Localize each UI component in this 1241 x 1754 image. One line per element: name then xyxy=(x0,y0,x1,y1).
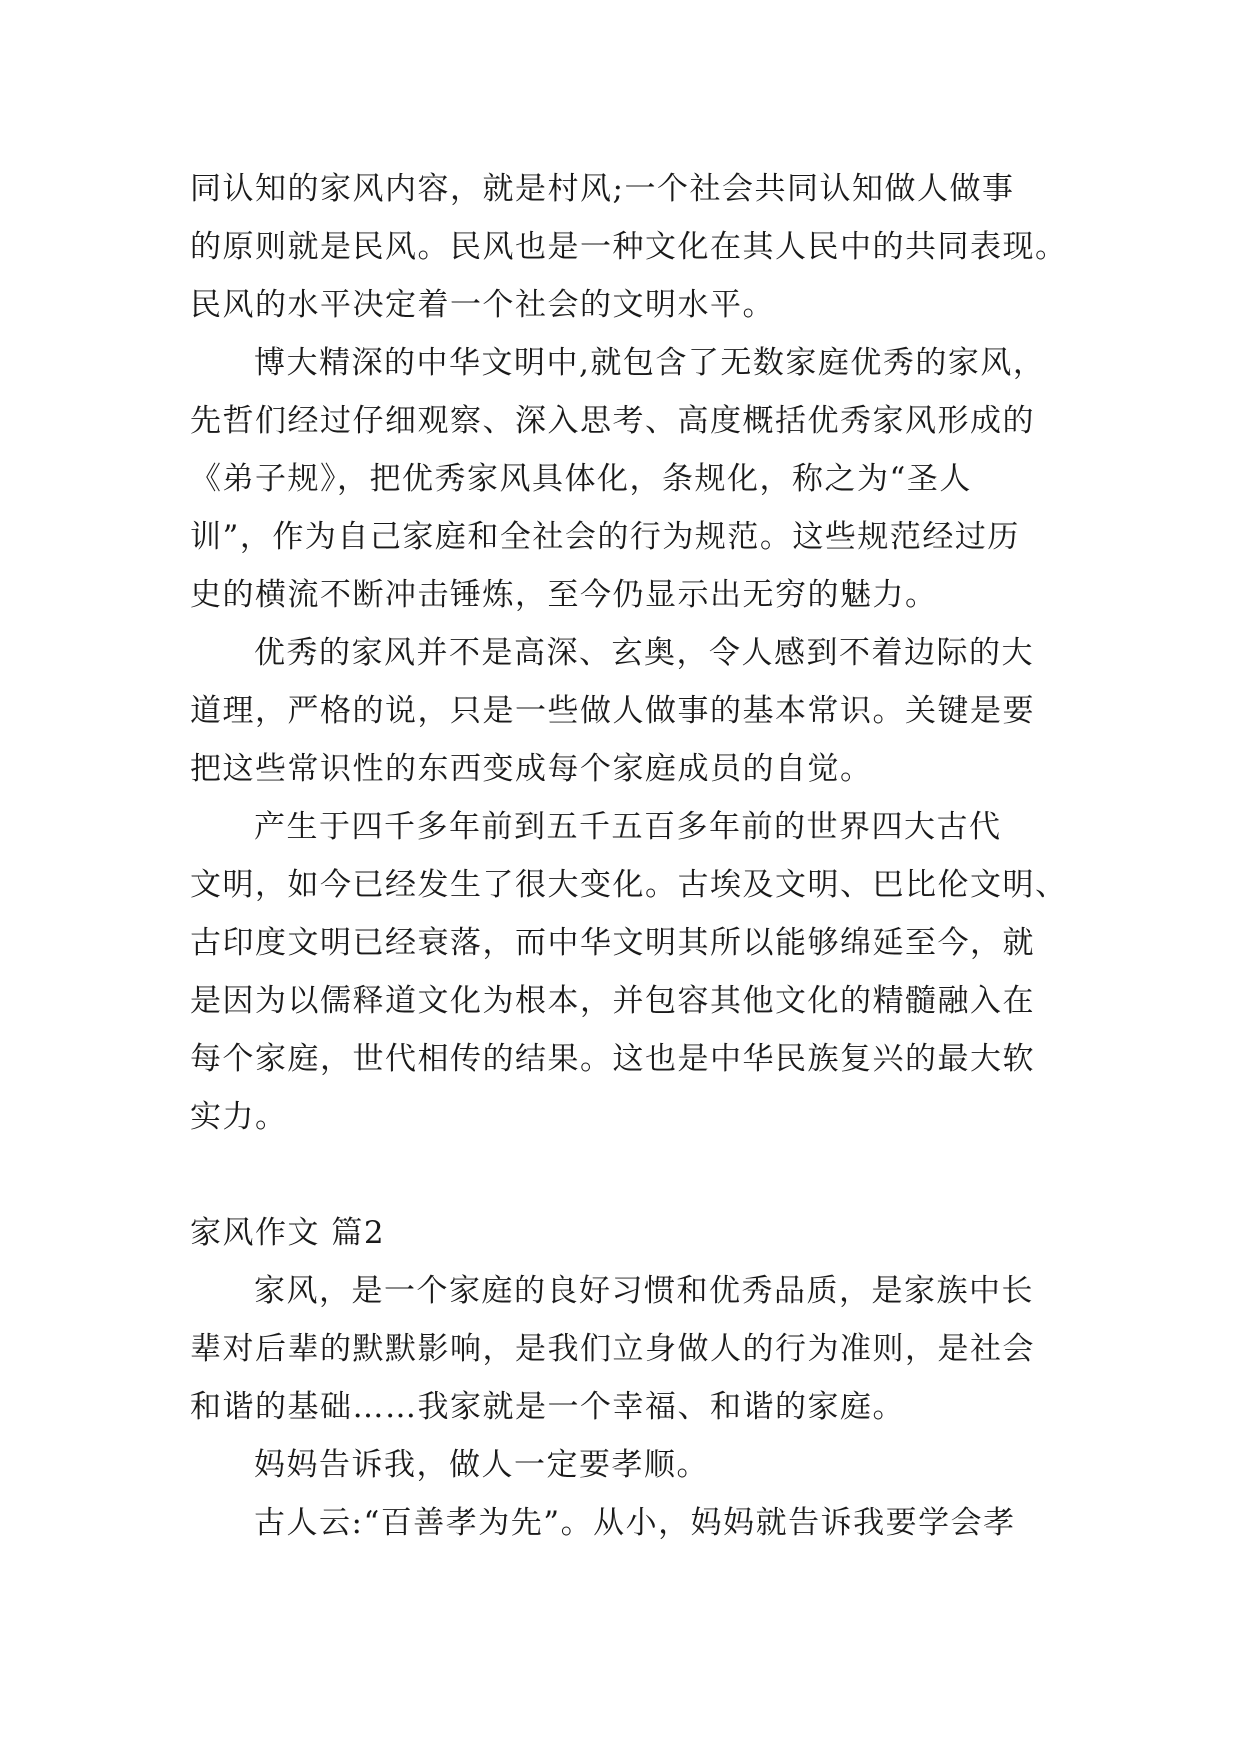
section-spacer xyxy=(190,1146,1090,1204)
paragraph xyxy=(190,798,1090,1146)
text-line: 妈妈告诉我，做人一定要孝顺。 xyxy=(254,1447,709,1483)
paragraph xyxy=(190,160,1090,334)
text-line: 古印度文明已经衰落，而中华文明其所以能够绵延至今，就 xyxy=(190,925,1035,961)
text-line: 实力。 xyxy=(190,1099,288,1135)
paragraph xyxy=(190,1494,1090,1552)
text-line: 民风的水平决定着一个社会的文明水平。 xyxy=(190,287,775,323)
text-line: 是因为以儒释道文化为根本，并包容其他文化的精髓融入在 xyxy=(190,983,1035,1019)
text-line: 的原则就是民风。民风也是一种文化在其人民中的共同表现。 xyxy=(190,229,1068,265)
text-line: 辈对后辈的默默影响，是我们立身做人的行为准则，是社会 xyxy=(190,1331,1035,1367)
text-line: 训”，作为自己家庭和全社会的行为规范。这些规范经过历 xyxy=(190,519,1020,555)
paragraph xyxy=(190,624,1090,798)
text-line: 博大精深的中华文明中,就包含了无数家庭优秀的家风， xyxy=(254,345,1046,381)
paragraph xyxy=(190,334,1090,624)
text-line: 先哲们经过仔细观察、深入思考、高度概括优秀家风形成的 xyxy=(190,403,1035,439)
paragraph xyxy=(190,1436,1090,1494)
text-line: 产生于四千多年前到五千五百多年前的世界四大古代 xyxy=(254,809,1002,845)
section-heading: 家风作文 篇2 xyxy=(190,1215,386,1251)
document-page xyxy=(190,160,1090,1552)
text-line: 和谐的基础……我家就是一个幸福、和谐的家庭。 xyxy=(190,1389,905,1425)
text-line: 家风，是一个家庭的良好习惯和优秀品质，是家族中长 xyxy=(254,1273,1034,1309)
text-line: 同认知的家风内容，就是村风;一个社会共同认知做人做事 xyxy=(190,171,1015,207)
text-line: 优秀的家风并不是高深、玄奥，令人感到不着边际的大 xyxy=(254,635,1034,671)
text-line: 文明，如今已经发生了很大变化。古埃及文明、巴比伦文明、 xyxy=(190,867,1068,903)
text-line: 古人云:“百善孝为先”。从小，妈妈就告诉我要学会孝 xyxy=(254,1505,1016,1541)
text-line: 史的横流不断冲击锤炼，至今仍显示出无穷的魅力。 xyxy=(190,577,938,613)
paragraph xyxy=(190,1262,1090,1436)
text-line: 把这些常识性的东西变成每个家庭成员的自觉。 xyxy=(190,751,873,787)
text-line: 道理，严格的说，只是一些做人做事的基本常识。关键是要 xyxy=(190,693,1035,729)
text-line: 《弟子规》，把优秀家风具体化，条规化，称之为“圣人 xyxy=(190,461,972,497)
text-line: 每个家庭，世代相传的结果。这也是中华民族复兴的最大软 xyxy=(190,1041,1035,1077)
